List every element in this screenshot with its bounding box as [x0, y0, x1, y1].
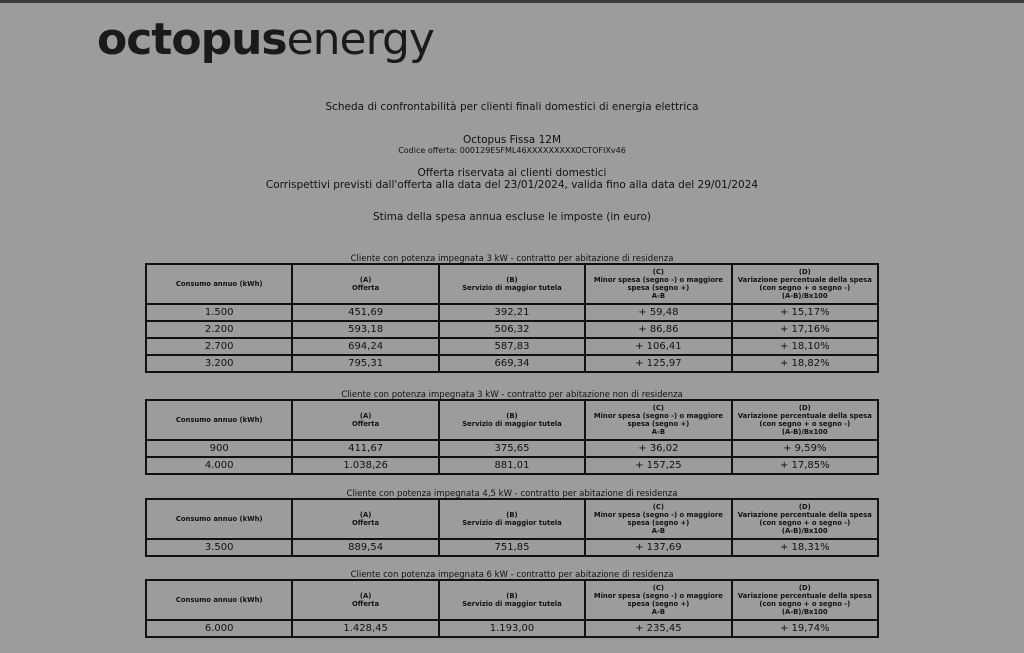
cell-difference: + 235,45 [585, 620, 731, 637]
table-row [146, 304, 878, 321]
table-row [146, 440, 878, 457]
comparison-table-2 [145, 399, 879, 475]
cell-tutela: 587,83 [439, 338, 585, 355]
header-consumption: Consumo annuo (kWh) [146, 264, 292, 304]
table-row [146, 620, 878, 637]
header-percent: (D) Variazione percentuale della spesa (con segno + o segno -) (A-B)/Bx100 [732, 264, 878, 304]
header-tutela: (B) Servizio di maggior tutela [439, 499, 585, 539]
cell-percent: + 9,59% [732, 440, 878, 457]
table-row [146, 355, 878, 372]
top-border [0, 0, 1024, 3]
comparison-table-4 [145, 579, 879, 638]
cell-tutela: 392,21 [439, 304, 585, 321]
header-offer: (A) Offerta [292, 499, 438, 539]
logo-octopus: octopus [97, 14, 287, 65]
header-offer: (A) Offerta [292, 580, 438, 620]
cell-tutela: 881,01 [439, 457, 585, 474]
cell-tutela: 1.193,00 [439, 620, 585, 637]
header-percent: (D) Variazione percentuale della spesa (con segno + o segno -) (A-B)/Bx100 [732, 400, 878, 440]
cell-offer: 411,67 [292, 440, 438, 457]
cell-percent: + 15,17% [732, 304, 878, 321]
cell-offer: 451,69 [292, 304, 438, 321]
header-tutela: (B) Servizio di maggior tutela [439, 580, 585, 620]
cell-percent: + 18,31% [732, 539, 878, 556]
cell-tutela: 506,32 [439, 321, 585, 338]
header-tutela: (B) Servizio di maggior tutela [439, 400, 585, 440]
cell-difference: + 106,41 [585, 338, 731, 355]
cell-consumption: 2.200 [146, 321, 292, 338]
table-caption-1: Cliente con potenza impegnata 3 kW - contratto per abitazione di residenza [350, 254, 674, 264]
header-consumption: Consumo annuo (kWh) [146, 580, 292, 620]
table-header-row [146, 499, 878, 539]
logo-energy: energy [286, 14, 434, 65]
table-caption-4: Cliente con potenza impegnata 6 kW - contratto per abitazione di residenza [350, 570, 674, 580]
cell-difference: + 157,25 [585, 457, 731, 474]
table-row [146, 321, 878, 338]
table-row [146, 539, 878, 556]
cell-offer: 795,31 [292, 355, 438, 372]
comparison-table-3 [145, 498, 879, 557]
table-header-row [146, 264, 878, 304]
table-row [146, 338, 878, 355]
cell-consumption: 3.500 [146, 539, 292, 556]
header-percent: (D) Variazione percentuale della spesa (con segno + o segno -) (A-B)/Bx100 [732, 580, 878, 620]
header-difference: (C) Minor spesa (segno -) o maggiore spesa (segno +) A-B [585, 499, 731, 539]
header-difference: (C) Minor spesa (segno -) o maggiore spesa (segno +) A-B [585, 264, 731, 304]
table-caption-3: Cliente con potenza impegnata 4,5 kW - contratto per abitazione di residenza [346, 489, 678, 499]
cell-offer: 593,18 [292, 321, 438, 338]
cell-consumption: 4.000 [146, 457, 292, 474]
cell-offer: 889,54 [292, 539, 438, 556]
cell-percent: + 18,10% [732, 338, 878, 355]
header-tutela: (B) Servizio di maggior tutela [439, 264, 585, 304]
header-offer: (A) Offerta [292, 264, 438, 304]
header-percent: (D) Variazione percentuale della spesa (con segno + o segno -) (A-B)/Bx100 [732, 499, 878, 539]
cell-difference: + 59,48 [585, 304, 731, 321]
cell-tutela: 669,34 [439, 355, 585, 372]
cell-percent: + 19,74% [732, 620, 878, 637]
cell-consumption: 900 [146, 440, 292, 457]
cell-difference: + 36,02 [585, 440, 731, 457]
header-difference: (C) Minor spesa (segno -) o maggiore spesa (segno +) A-B [585, 400, 731, 440]
document-title: Scheda di confrontabilità per clienti finali domestici di energia elettrica [325, 101, 699, 113]
cell-offer: 1.038,26 [292, 457, 438, 474]
offer-code: Codice offerta: 000129ESFML46XXXXXXXXXOCTOFIXv46 [398, 146, 626, 155]
offer-name: Octopus Fissa 12M [462, 134, 562, 146]
table-row [146, 457, 878, 474]
cell-consumption: 6.000 [146, 620, 292, 637]
table-header-row [146, 400, 878, 440]
header-consumption: Consumo annuo (kWh) [146, 499, 292, 539]
header-consumption: Consumo annuo (kWh) [146, 400, 292, 440]
header-offer: (A) Offerta [292, 400, 438, 440]
validity-note: Corrispettivi previsti dall'offerta alla data del 23/01/2024, valida fino alla data del 29/01/2024 [265, 179, 759, 191]
cell-difference: + 86,86 [585, 321, 731, 338]
cell-difference: + 125,97 [585, 355, 731, 372]
table-caption-2: Cliente con potenza impegnata 3 kW - contratto per abitazione non di residenza [341, 390, 683, 400]
octopus-energy-logo [97, 14, 434, 65]
comparison-table-1 [145, 263, 879, 373]
cell-consumption: 1.500 [146, 304, 292, 321]
cell-percent: + 17,16% [732, 321, 878, 338]
cell-percent: + 18,82% [732, 355, 878, 372]
table-header-row [146, 580, 878, 620]
reserved-note: Offerta riservata ai clienti domestici [417, 167, 607, 179]
cell-tutela: 751,85 [439, 539, 585, 556]
header-difference: (C) Minor spesa (segno -) o maggiore spesa (segno +) A-B [585, 580, 731, 620]
cell-difference: + 137,69 [585, 539, 731, 556]
cell-consumption: 2.700 [146, 338, 292, 355]
cell-offer: 1.428,45 [292, 620, 438, 637]
cell-percent: + 17,85% [732, 457, 878, 474]
cell-offer: 694,24 [292, 338, 438, 355]
cell-consumption: 3.200 [146, 355, 292, 372]
cell-tutela: 375,65 [439, 440, 585, 457]
estimate-note: Stima della spesa annua escluse le imposte (in euro) [372, 211, 652, 223]
